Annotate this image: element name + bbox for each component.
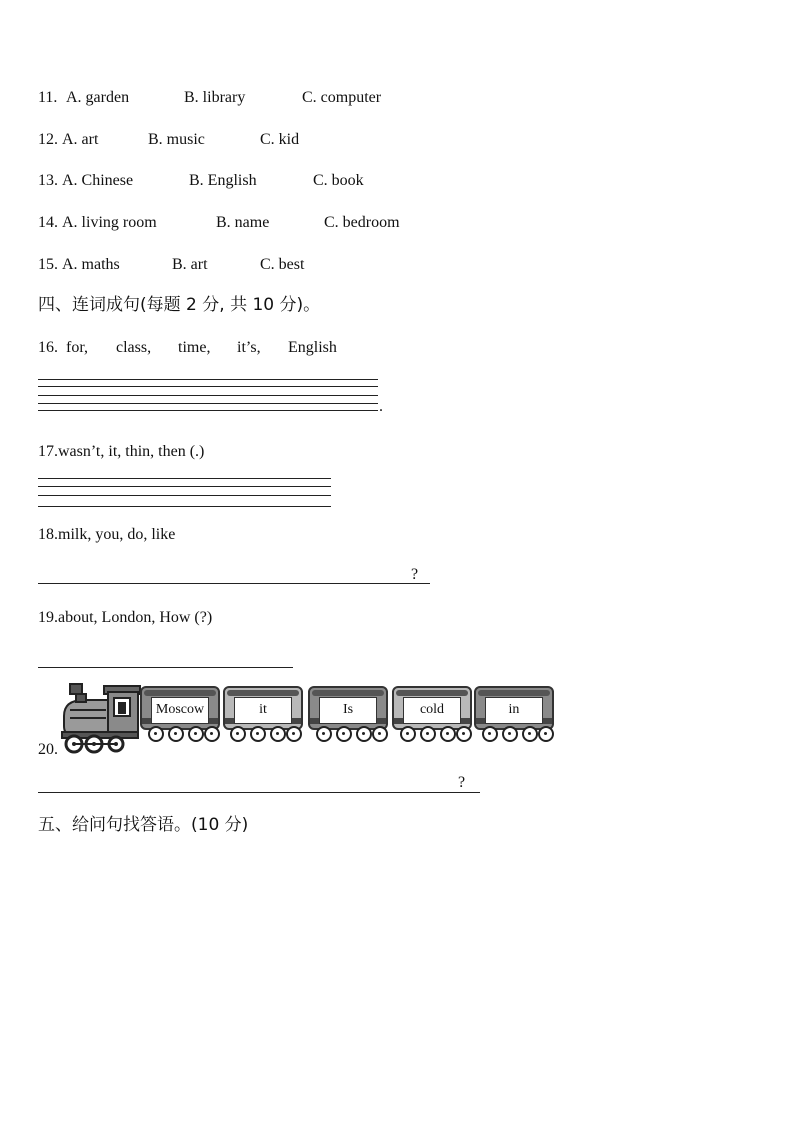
answer-line[interactable]: [38, 386, 378, 387]
train-car: [474, 686, 554, 730]
option-a: A. art: [62, 131, 99, 148]
option-b: B. name: [216, 214, 270, 231]
option-a: A. maths: [62, 256, 120, 273]
question-19: 19.about, London, How (?): [38, 609, 213, 626]
answer-line[interactable]: [38, 583, 430, 584]
train-wheels: [60, 726, 560, 748]
word: for,: [66, 339, 89, 356]
answer-line[interactable]: [38, 395, 378, 396]
train-car: [392, 686, 472, 730]
word-card: in: [485, 697, 543, 724]
answer-line[interactable]: [38, 506, 331, 507]
option-a: A. living room: [62, 214, 157, 231]
answer-line[interactable]: [38, 486, 331, 487]
option-c: C. book: [313, 172, 364, 189]
train-car: [223, 686, 303, 730]
train-car: [308, 686, 388, 730]
word-card: Is: [319, 697, 377, 724]
word-card: cold: [403, 697, 461, 724]
train-car: [140, 686, 220, 730]
end-punctuation: ?: [411, 566, 419, 583]
option-c: C. bedroom: [324, 214, 400, 231]
question-18: 18.milk, you, do, like: [38, 526, 176, 543]
option-b: B. music: [148, 131, 205, 148]
option-b: B. English: [189, 172, 257, 189]
word: class,: [116, 339, 152, 356]
word-train: [60, 682, 560, 754]
option-b: B. library: [184, 89, 246, 106]
question-number: 15.: [38, 256, 58, 273]
question-number: 11.: [38, 89, 58, 106]
question-14: [38, 213, 400, 233]
question-15: [38, 255, 305, 275]
end-punctuation: ?: [458, 774, 466, 791]
option-a: A. Chinese: [62, 172, 134, 189]
answer-line[interactable]: [38, 495, 331, 496]
answer-line[interactable]: [38, 410, 378, 411]
section-5-heading: 五、给问句找答语。(10 分): [38, 815, 249, 835]
question-20-number: 20.: [38, 741, 58, 758]
word: it’s,: [237, 339, 261, 356]
question-number: 14.: [38, 214, 58, 231]
answer-line[interactable]: [38, 403, 378, 404]
question-number: 12.: [38, 131, 58, 148]
question-11: [38, 88, 382, 108]
question-17: 17.wasn’t, it, thin, then (.): [38, 443, 205, 460]
word: time,: [178, 339, 211, 356]
option-c: C. computer: [302, 89, 382, 106]
option-b: B. art: [172, 256, 208, 273]
answer-line[interactable]: [38, 478, 331, 479]
answer-line[interactable]: [38, 792, 480, 793]
answer-line[interactable]: [38, 379, 378, 380]
section-4-heading: 四、连词成句(每题 2 分, 共 10 分)。: [38, 295, 321, 315]
option-a: A. garden: [66, 89, 130, 106]
end-punctuation: .: [379, 398, 383, 415]
word-card: Moscow: [151, 697, 209, 724]
word: English: [288, 339, 337, 356]
option-c: C. kid: [260, 131, 300, 148]
question-12: [38, 130, 300, 150]
answer-line[interactable]: [38, 667, 293, 668]
option-c: C. best: [260, 256, 305, 273]
question-number: 13.: [38, 172, 58, 189]
question-13: [38, 171, 364, 191]
question-number: 16.: [38, 339, 58, 356]
question-16: [38, 338, 337, 358]
word-card: it: [234, 697, 292, 724]
